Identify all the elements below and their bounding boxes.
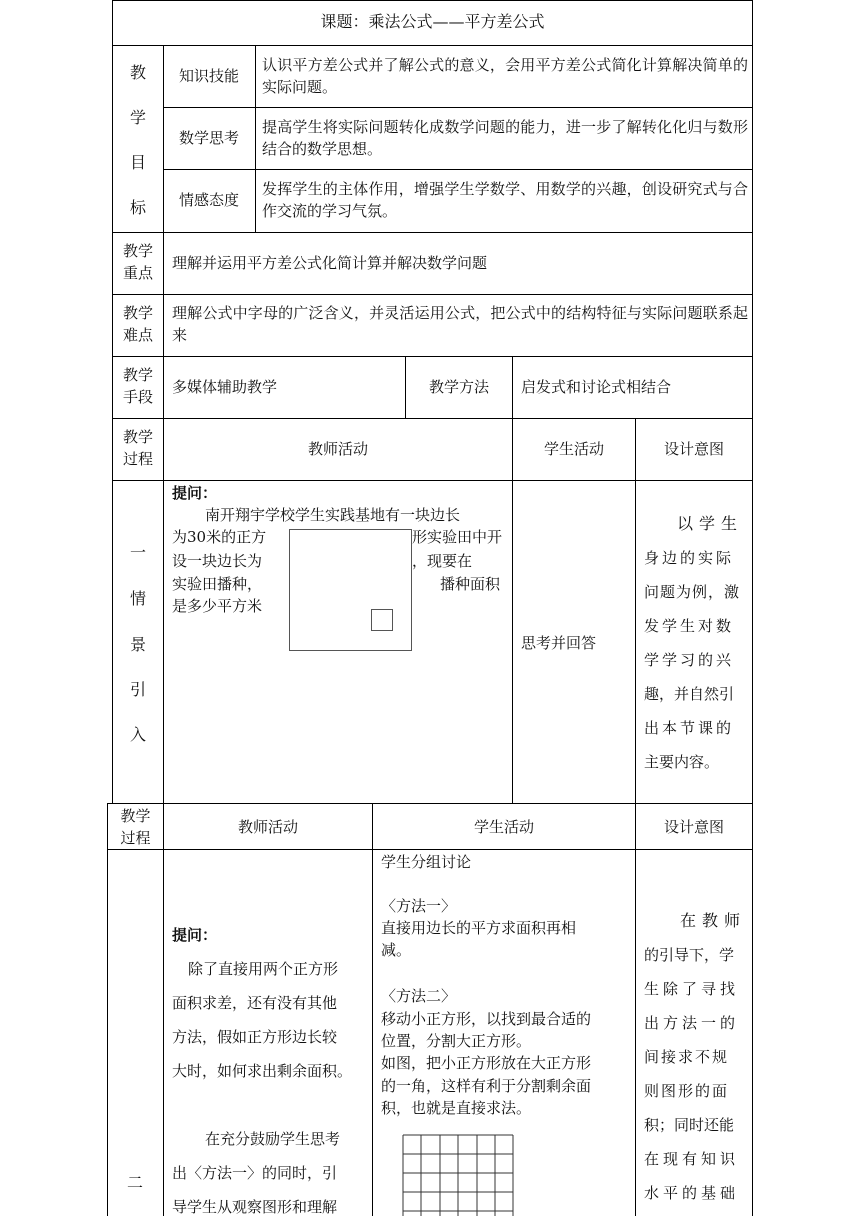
- student-line: 的一角，这样有利于分割剩余面: [381, 1077, 592, 1095]
- design-line: 学学习的兴: [644, 651, 735, 669]
- design-line: 的引导下，学: [644, 946, 735, 964]
- process-label: 教学: [122, 428, 153, 446]
- scenario-line: 实验田播种，: [172, 575, 263, 593]
- goals-label-char: 目: [129, 153, 146, 172]
- process-label: 过程: [122, 450, 153, 468]
- scenario-line: 形实验田中开: [412, 528, 503, 546]
- student-line: 位置，分割大正方形。: [381, 1032, 532, 1050]
- design-line: 主要内容。: [644, 753, 720, 771]
- row-divider: [107, 803, 753, 804]
- design-intent-header: 设计意图: [663, 818, 724, 836]
- teacher-activity-header: 教师活动: [237, 818, 298, 836]
- student-line: 学生分组讨论: [381, 853, 472, 871]
- difficulty-label: 难点: [122, 326, 153, 344]
- design-line: 在教师: [679, 911, 746, 930]
- row-divider: [112, 418, 753, 419]
- design-line: 水平的基础: [644, 1184, 740, 1202]
- student-activity-header: 学生活动: [473, 818, 534, 836]
- row-divider: [112, 294, 753, 295]
- row-divider: [112, 356, 753, 357]
- means-label: 手段: [122, 388, 153, 406]
- difficulty-label: 教学: [122, 304, 153, 322]
- student-line: 〈方法二〉: [381, 987, 457, 1005]
- design-line: 积；同时还能: [644, 1116, 735, 1134]
- teacher-line: 除了直接用两个正方形: [188, 960, 339, 978]
- row-divider: [112, 0, 753, 1]
- col-divider: [255, 45, 256, 232]
- design-line: 出方法一的: [644, 1014, 740, 1032]
- design-line: 生除了寻找: [644, 980, 740, 998]
- teacher-activity-header: 教师活动: [307, 440, 368, 458]
- row-divider: [107, 849, 753, 850]
- section2-char: 二: [126, 1173, 143, 1192]
- design-line: 出本节课的: [644, 719, 735, 737]
- row-divider: [163, 107, 753, 108]
- design-line: 问题为例，激: [644, 583, 741, 601]
- scenario-line: 播种面积: [440, 575, 501, 593]
- scenario-line: 为30米的正方: [172, 528, 267, 546]
- difficulty-text: 理解公式中字母的广泛含义，并灵活运用公式，把公式中的结构特征与实际问题联系起来: [172, 304, 748, 344]
- student-line: 减。: [381, 941, 412, 959]
- teacher-line: 方法，假如正方形边长较: [172, 1028, 338, 1046]
- student-line: 移动小正方形，以找到最合适的: [381, 1010, 592, 1028]
- design-line: 身边的实际: [644, 549, 735, 567]
- section1-char: 景: [129, 635, 146, 654]
- teacher-line: 出〈方法一〉的同时，引: [172, 1164, 338, 1182]
- goal-label: 数学思考: [178, 129, 239, 147]
- student-line: 如图，把小正方形放在大正方形: [381, 1054, 592, 1072]
- goals-label-char: 教: [129, 63, 146, 82]
- design-line: 趣，并自然引: [644, 685, 735, 703]
- teacher-line: 大时，如何求出剩余面积。: [172, 1062, 353, 1080]
- scenario-line: 设一块边长为: [172, 552, 263, 570]
- square-figure: [289, 529, 412, 651]
- student-activity-header: 学生活动: [543, 440, 604, 458]
- student-answer: 思考并回答: [521, 634, 597, 652]
- goal-text: 发挥学生的主体作用，增强学生学数学、用数学的兴趣，创设研究式与合作交流的学习气氛。: [262, 180, 748, 220]
- goal-text: 认识平方差公式并了解公式的意义，会用平方差公式简化计算解决简单的实际问题。: [262, 56, 748, 96]
- goals-label-char: 标: [129, 198, 146, 217]
- row-divider: [163, 169, 753, 170]
- key-point-text: 理解并运用平方差公式化简计算并解决数学问题: [172, 254, 488, 272]
- col-divider: [163, 803, 164, 1216]
- section1-char: 入: [129, 725, 146, 744]
- teacher-line: 导学生从观察图形和理解: [172, 1198, 338, 1216]
- key-point-label: 重点: [122, 264, 153, 282]
- ask-label: 提问：: [172, 926, 218, 944]
- section1-char: 一: [129, 543, 146, 562]
- table-border: [107, 803, 108, 1216]
- means-text: 多媒体辅助教学: [172, 378, 278, 396]
- section1-char: 引: [129, 680, 146, 699]
- design-line: 在现有知识: [644, 1150, 740, 1168]
- small-square-figure: [371, 609, 393, 631]
- design-intent-header: 设计意图: [663, 440, 724, 458]
- section1-char: 情: [129, 589, 146, 608]
- design-line: 间接求不规: [644, 1048, 730, 1066]
- row-divider: [112, 232, 753, 233]
- teacher-line: 在充分鼓励学生思考: [205, 1130, 341, 1148]
- scenario-line: 是多少平方米: [172, 597, 263, 615]
- student-line: 直接用边长的平方求面积再相: [381, 919, 577, 937]
- student-line: 〈方法一〉: [381, 897, 457, 915]
- goal-text: 提高学生将实际问题转化成数学问题的能力，进一步了解转化化归与数形结合的数学思想。: [262, 118, 748, 158]
- method-text: 启发式和讨论式相结合: [521, 378, 672, 396]
- grid-figure: [400, 1132, 516, 1216]
- design-line: 以学生: [676, 514, 743, 533]
- scenario-line: ，现要在: [412, 552, 473, 570]
- col-divider: [372, 803, 373, 1216]
- row-divider: [112, 480, 753, 481]
- col-divider: [163, 45, 164, 803]
- design-line: 发学生对数: [644, 617, 735, 635]
- goals-label-char: 学: [129, 108, 146, 127]
- scenario-line: 南开翔宇学校学生实践基地有一块边长: [205, 506, 461, 524]
- table-border: [752, 0, 753, 1216]
- teacher-line: 面积求差，还有没有其他: [172, 994, 338, 1012]
- page-title: 课题：乘法公式——平方差公式: [320, 12, 545, 31]
- design-line: 则图形的面: [644, 1082, 730, 1100]
- process-label: 教学: [120, 807, 151, 825]
- col-divider: [512, 356, 513, 803]
- student-line: 积，也就是直接求法。: [381, 1099, 532, 1117]
- goal-label: 情感态度: [178, 191, 239, 209]
- means-label: 教学: [122, 366, 153, 384]
- key-point-label: 教学: [122, 242, 153, 260]
- row-divider: [112, 45, 753, 46]
- process-label: 过程: [120, 829, 151, 847]
- method-label: 教学方法: [428, 378, 489, 396]
- goal-label: 知识技能: [178, 67, 239, 85]
- ask-label: 提问：: [172, 484, 218, 502]
